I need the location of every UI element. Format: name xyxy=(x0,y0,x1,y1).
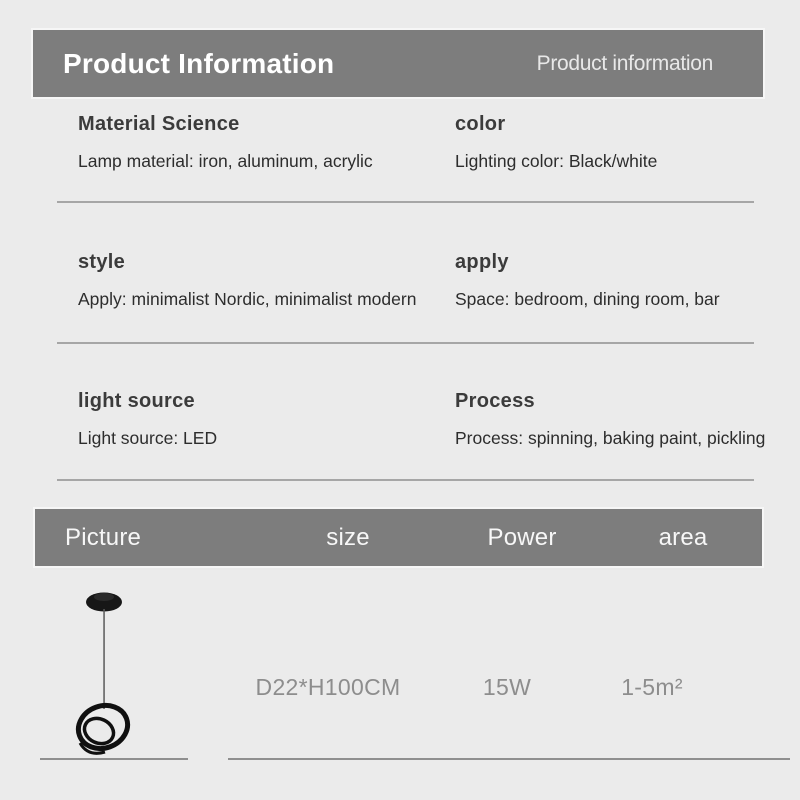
spec-heading-process: Process xyxy=(455,390,535,412)
header-bar xyxy=(33,30,763,97)
column-header-size: size xyxy=(326,524,370,551)
divider xyxy=(57,201,754,203)
lamp-wire xyxy=(103,609,105,709)
column-header-power: Power xyxy=(487,524,557,551)
spec-heading-apply: apply xyxy=(455,251,509,273)
spec-cell-process xyxy=(455,389,790,450)
divider xyxy=(57,342,754,344)
spec-cell-apply xyxy=(455,250,790,311)
spec-heading-light-source: light source xyxy=(78,390,195,412)
page-title: Product Information xyxy=(63,47,335,79)
spec-row-lightsource-process xyxy=(78,389,790,450)
column-header-picture: Picture xyxy=(65,524,142,551)
spec-cell-style xyxy=(78,250,455,311)
row-bottom-rule-left xyxy=(40,758,188,760)
spec-text-process: Process: spinning, baking paint, pickling xyxy=(455,428,766,448)
spec-row-style-apply xyxy=(78,250,790,311)
table-header xyxy=(35,509,762,566)
column-header-area: area xyxy=(658,524,708,551)
spec-text-material: Lamp material: iron, aluminum, acrylic xyxy=(78,151,373,171)
row-value-size: D22*H100CM xyxy=(255,674,401,700)
spec-heading-style: style xyxy=(78,251,126,273)
spec-cell-light-source xyxy=(78,389,455,450)
lamp-canopy-top xyxy=(94,593,114,601)
spec-row-material-color xyxy=(78,112,790,173)
spec-text-color: Lighting color: Black/white xyxy=(455,151,658,171)
pendant-lamp-image xyxy=(68,585,138,757)
row-bottom-rule-right xyxy=(228,758,790,760)
spec-text-apply: Space: bedroom, dining room, bar xyxy=(455,289,720,309)
spec-heading-material: Material Science xyxy=(78,113,240,135)
spec-cell-material xyxy=(78,112,455,173)
spec-cell-color xyxy=(455,112,790,173)
page-subtitle: Product information xyxy=(536,51,713,75)
spec-text-style: Apply: minimalist Nordic, minimalist modern xyxy=(78,289,417,309)
row-value-area: 1-5m² xyxy=(621,674,683,700)
row-value-power: 15W xyxy=(482,674,532,700)
divider xyxy=(57,479,754,481)
spec-heading-color: color xyxy=(455,113,506,135)
spec-text-light-source: Light source: LED xyxy=(78,428,218,448)
